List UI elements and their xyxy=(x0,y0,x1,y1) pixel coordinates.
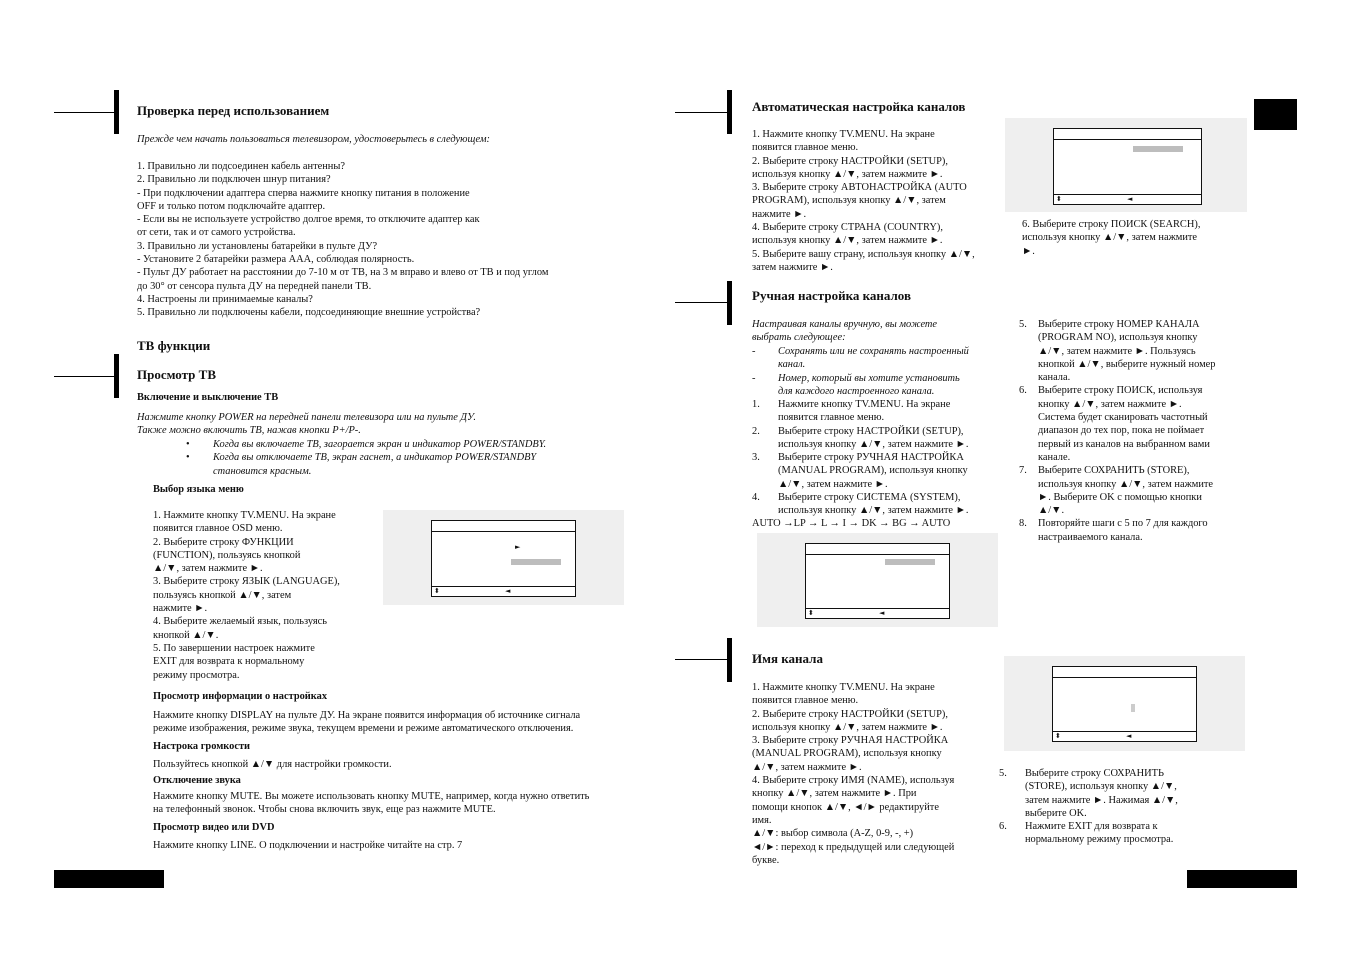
name-step-line: затем нажмите ►. Нажимая ▲/▼, xyxy=(1025,794,1178,806)
manual-option-line: для каждого настроенного канала. xyxy=(778,385,935,397)
name-step-line: (MANUAL PROGRAM), используя кнопку xyxy=(752,748,942,760)
auto-step6 xyxy=(1022,218,1200,258)
section-marker-line xyxy=(675,112,729,113)
left-arrow-icon: ◄ xyxy=(1127,195,1133,203)
auto-step-line: 6. Выберите строку ПОИСК (SEARCH), xyxy=(1022,219,1201,230)
manual-option-line: - Сохранять или не сохранять настроенный xyxy=(752,346,969,357)
page-footer-bar xyxy=(54,870,164,888)
auto-step-line: используя кнопку ▲/▼, затем нажмите ►. xyxy=(752,168,943,180)
auto-step-line: PROGRAM), используя кнопку ▲/▼, затем xyxy=(752,195,946,207)
manual-step-line: ►. Выберите OK с помощью кнопки xyxy=(1038,491,1202,503)
manual-steps-right xyxy=(1019,318,1215,544)
name-step-line: 5. Выберите строку СОХРАНИТЬ xyxy=(999,768,1164,779)
auto-step-line: 1. Нажмите кнопку TV.MENU. На экране xyxy=(752,129,935,140)
name-step-line: ▲/▼, затем нажмите ►. xyxy=(752,761,862,773)
manual-step-line: кнопку ▲/▼, затем нажмите ►. xyxy=(1038,398,1182,410)
check-intro: Прежде чем начать пользоваться телевизором, удостоверьтесь в следующем: xyxy=(137,134,490,145)
osd-menu xyxy=(1052,666,1197,742)
tv-functions-title: ТВ функции xyxy=(137,338,211,353)
check-list-line: 2. Правильно ли подключен шнур питания? xyxy=(137,174,331,186)
name-step-line: ◄/►: переход к предыдущей или следующей xyxy=(752,841,955,853)
manual-step-line: Система будет сканировать частотный xyxy=(1038,412,1208,424)
page-footer-bar xyxy=(1187,870,1297,888)
check-list-line: - Пульт ДУ работает на расстоянии до 7-10 м от ТВ, на 3 м вправо и влево от ТВ и под углом xyxy=(137,267,549,279)
left-arrow-icon: ◄ xyxy=(505,587,511,595)
check-list-line: OFF и только потом подключайте адаптер. xyxy=(137,200,326,212)
system-sequence: AUTO →LP → L → I → DK → BG → AUTO xyxy=(752,518,951,529)
info-title: Просмотр информации о настройках xyxy=(153,691,328,702)
name-step-line: 1. Нажмите кнопку TV.MENU. На экране xyxy=(752,682,935,693)
left-arrow-icon: ◄ xyxy=(879,609,885,617)
language-step-line: ▲/▼, затем нажмите ►. xyxy=(153,563,263,575)
auto-step-line: 4. Выберите строку СТРАНА (COUNTRY), xyxy=(752,222,943,234)
manual-step-line: диапазон до тех пор, пока не поймает xyxy=(1038,425,1205,437)
check-list-line: от сети, так и от самого устройства. xyxy=(137,227,296,239)
manual-step-line: 8. Повторяйте шаги с 5 по 7 для каждого xyxy=(1019,518,1208,530)
manual-step-line: появится главное меню. xyxy=(778,412,885,424)
name-step-line: кнопку ▲/▼, затем нажмите ►. При xyxy=(752,788,917,800)
updown-icon: ⬍ xyxy=(1056,195,1062,203)
auto-step-line: появится главное меню. xyxy=(752,142,859,154)
manual-step-line: 3. Выберите строку РУЧНАЯ НАСТРОЙКА xyxy=(752,452,964,464)
osd-screenshot-name xyxy=(1004,656,1245,751)
name-step-line: 3. Выберите строку РУЧНАЯ НАСТРОЙКА xyxy=(752,735,949,747)
video-title: Просмотр видео или DVD xyxy=(153,822,275,833)
check-list-line: 3. Правильно ли установлены батарейки в пульте ДУ? xyxy=(137,240,378,252)
mute-title: Отключение звука xyxy=(153,775,241,786)
check-list-line: 5. Правильно ли подключены кабели, подсоединяющие внешние устройства? xyxy=(137,307,481,319)
osd-screenshot-auto xyxy=(1005,118,1247,212)
language-step-line: 4. Выберите желаемый язык, пользуясь xyxy=(153,616,327,628)
manual-options xyxy=(752,345,969,398)
updown-icon: ⬍ xyxy=(808,609,814,617)
volume-title: Настрока громкости xyxy=(153,741,251,752)
manual-option-line: - Номер, который вы хотите установить xyxy=(752,372,960,384)
language-step-line: пользуясь кнопкой ▲/▼, затем xyxy=(153,589,292,601)
osd-highlight xyxy=(511,559,561,565)
manual-step-line: канале. xyxy=(1038,451,1071,463)
page-tab xyxy=(1254,99,1297,130)
manual-step-line: ▲/▼, затем нажмите ►. xyxy=(778,478,888,490)
right-arrow-icon: ► xyxy=(515,543,521,551)
name-step-line: ▲/▼: выбор символа (A-Z, 0-9, -, +) xyxy=(752,828,914,840)
name-steps-right xyxy=(999,767,1178,847)
osd-screenshot-manual xyxy=(757,533,998,627)
auto-step-line: 5. Выберите вашу страну, используя кнопку ▲/▼, xyxy=(752,248,975,260)
osd-menu xyxy=(805,543,950,619)
view-tv-title: Просмотр ТВ xyxy=(137,367,216,382)
name-step-line: помощи кнопок ▲/▼, ◄/► редактируйте xyxy=(752,801,939,813)
manual-step-line: 1. Нажмите кнопку TV.MENU. На экране xyxy=(752,399,951,410)
updown-icon: ⬍ xyxy=(434,587,440,595)
check-title: Проверка перед использованием xyxy=(137,103,330,118)
auto-step-line: затем нажмите ►. xyxy=(752,261,833,273)
section-marker-bar xyxy=(727,281,732,325)
onoff-text: Нажмите кнопку POWER на передней панели телевизора или на пульте ДУ. Также можно включить ТВ, нажав кнопки P+/P-. xyxy=(137,412,476,437)
osd-menu xyxy=(1053,128,1202,205)
manual-step-line: 5. Выберите строку НОМЕР КАНАЛА xyxy=(1019,319,1200,330)
name-step-line: 2. Выберите строку НАСТРОЙКИ (SETUP), xyxy=(752,708,948,720)
auto-step-line: используя кнопку ▲/▼, затем нажмите xyxy=(1022,232,1198,244)
left-arrow-icon: ◄ xyxy=(1126,732,1132,740)
manual-step-line: канала. xyxy=(1038,372,1071,384)
manual-step-line: используя кнопку ▲/▼, затем нажмите ►. xyxy=(778,438,969,450)
name-step-line: выберите OK. xyxy=(1025,807,1087,819)
section-marker-line xyxy=(675,659,729,660)
manual-option-line: канал. xyxy=(778,359,806,371)
check-list-line: - Установите 2 батарейки размера AAA, соблюдая полярность. xyxy=(137,254,415,266)
language-step-line: кнопкой ▲/▼. xyxy=(153,629,219,641)
name-step-line: букве. xyxy=(752,854,780,866)
section-marker-line xyxy=(54,112,116,113)
name-step-line: (STORE), используя кнопку ▲/▼, xyxy=(1025,781,1177,793)
name-step-line: 4. Выберите строку ИМЯ (NAME), используя xyxy=(752,775,955,787)
name-step-line: появится главное меню. xyxy=(752,695,859,707)
language-step-line: 1. Нажмите кнопку TV.MENU. На экране xyxy=(153,510,336,521)
manual-step-line: кнопкой ▲/▼, выберите нужный номер xyxy=(1038,358,1216,370)
name-title: Имя канала xyxy=(752,651,823,666)
manual-step-line: (PROGRAM NO), используя кнопку xyxy=(1038,332,1198,344)
name-steps xyxy=(752,681,954,867)
manual-steps xyxy=(752,398,969,518)
language-step-line: (FUNCTION), пользуясь кнопкой xyxy=(153,549,301,561)
osd-screenshot-language xyxy=(383,510,624,605)
manual-step-line: используя кнопку ▲/▼, затем нажмите xyxy=(1038,478,1214,490)
section-marker-line xyxy=(54,376,116,377)
updown-icon: ⬍ xyxy=(1055,732,1061,740)
check-list-line: - При подключении адаптера сперва нажмите кнопку питания в положение xyxy=(137,187,470,199)
manual-step-line: 6. Выберите строку ПОИСК, используя xyxy=(1019,385,1203,397)
name-step-line: 6. Нажмите EXIT для возврата к xyxy=(999,821,1158,833)
auto-step-line: ►. xyxy=(1022,245,1035,257)
manual-step-line: ▲/▼. xyxy=(1038,505,1065,517)
auto-steps xyxy=(752,128,975,274)
manual-step-line: первый из каналов на выбранном вами xyxy=(1038,438,1210,450)
language-title: Выбор языка меню xyxy=(153,484,244,495)
auto-step-line: нажмите ►. xyxy=(752,208,807,220)
check-list-line: - Если вы не используете устройство долгое время, то отключите адаптер как xyxy=(137,214,480,226)
volume-text: Пользуйтесь кнопкой ▲/▼ для настройки громкости. xyxy=(153,759,392,770)
check-list-line: до 30° от сенсора пульта ДУ на передней панели ТВ. xyxy=(137,280,372,292)
name-step-line: используя кнопку ▲/▼, затем нажмите ►. xyxy=(752,721,943,733)
manual-step-line: используя кнопку ▲/▼, затем нажмите ►. xyxy=(778,505,969,517)
manual-step-line: (MANUAL PROGRAM), используя кнопку xyxy=(778,465,968,477)
osd-highlight xyxy=(1133,146,1183,152)
manual-step-line: 4. Выберите строку СИСТЕМА (SYSTEM), xyxy=(752,492,961,504)
mute-text: Нажмите кнопку MUTE. Вы можете использовать кнопку MUTE, например, когда нужно ответить на телефонный звонок. Чтобы снова включить звук, еще раз нажмите MUTE. xyxy=(153,791,590,816)
auto-step-line: 3. Выберите строку АВТОНАСТРОЙКА (AUTO xyxy=(752,182,967,194)
info-text: Нажмите кнопку DISPLAY на пульте ДУ. На экране появится информация об источнике сигнала режиме изображения, режиме звука, текущем времени и режиме автоматического отключения. xyxy=(153,710,581,735)
language-step-line: режиму просмотра. xyxy=(153,669,240,681)
language-step-line: 2. Выберите строку ФУНКЦИИ xyxy=(153,536,294,548)
name-step-line: нормальному режиму просмотра. xyxy=(1025,834,1174,846)
manual-step-line: ▲/▼, затем нажмите ►. Пользуясь xyxy=(1038,345,1196,357)
osd-highlight xyxy=(885,559,935,565)
check-list xyxy=(137,160,548,320)
name-step-line: имя. xyxy=(752,814,772,826)
language-steps xyxy=(153,509,340,682)
auto-title: Автоматическая настройка каналов xyxy=(752,99,966,114)
language-step-line: 5. По завершении настроек нажмите xyxy=(153,642,315,654)
manual-intro: Настраивая каналы вручную, вы можете выбрать следующее: xyxy=(752,319,938,344)
section-marker-line xyxy=(675,302,729,303)
osd-menu xyxy=(431,520,576,597)
section-marker-bar xyxy=(727,638,732,682)
language-step-line: 3. Выберите строку ЯЗЫК (LANGUAGE), xyxy=(153,576,340,588)
language-step-line: нажмите ►. xyxy=(153,603,208,615)
onoff-bullets: • Когда вы включаете ТВ, загорается экран и индикатор POWER/STANDBY. • Когда вы отключаете ТВ, экран гаснет, а индикатор POWER/STANDBY становится красным. xyxy=(186,439,547,477)
manual-step-line: 7. Выберите СОХРАНИТЬ (STORE), xyxy=(1019,465,1190,477)
check-list-line: 4. Настроены ли принимаемые каналы? xyxy=(137,293,313,305)
auto-step-line: используя кнопку ▲/▼, затем нажмите ►. xyxy=(752,235,943,247)
video-text: Нажмите кнопку LINE. О подключении и настройке читайте на стр. 7 xyxy=(153,840,463,851)
onoff-title: Включение и выключение ТВ xyxy=(137,392,279,403)
osd-cursor xyxy=(1131,704,1135,712)
auto-step-line: 2. Выберите строку НАСТРОЙКИ (SETUP), xyxy=(752,155,948,167)
language-step-line: EXIT для возврата к нормальному xyxy=(153,656,305,668)
manual-step-line: 2. Выберите строку НАСТРОЙКИ (SETUP), xyxy=(752,425,964,437)
check-list-line: 1. Правильно ли подсоединен кабель антенны? xyxy=(137,161,345,172)
manual-step-line: настраиваемого канала. xyxy=(1038,531,1143,543)
manual-title: Ручная настройка каналов xyxy=(752,288,912,303)
language-step-line: появится главное OSD меню. xyxy=(153,523,283,535)
